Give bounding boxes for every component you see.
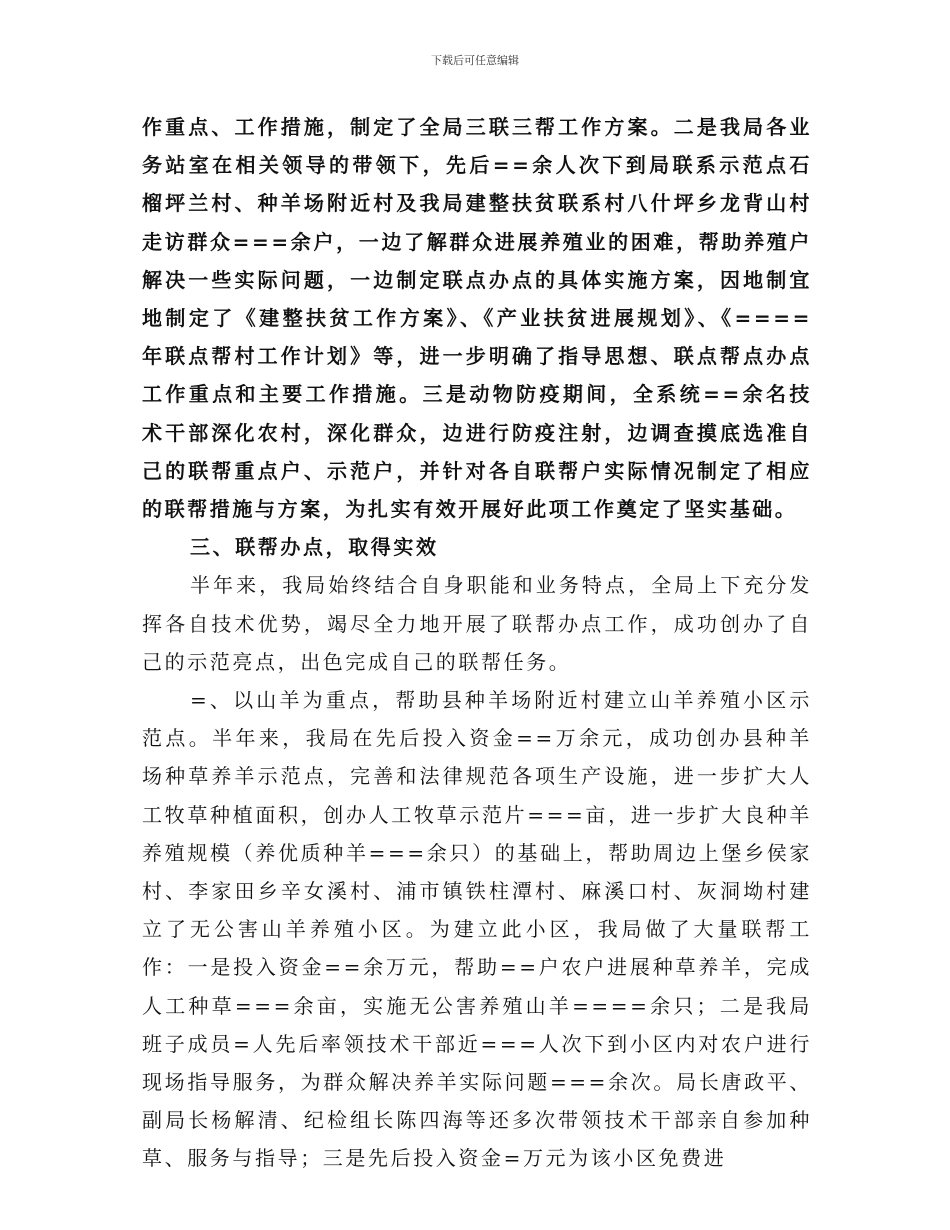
paragraph-work-measures: 作重点、工作措施，制定了全局三联三帮工作方案。二是我局各业务站室在相关领导的带领下，先后==余人次下到局联系示范点石榴坪兰村、种羊场附近村及我局建整扶贫联系村八什坪乡龙背山村走访群众===余户，一边了解群众进展养殖业的困难，帮助养殖户解决一些实际问题，一边制定联点办点的具体实施方案，因地制宜地制定了《建整扶贫工作方案》、《产业扶贫进展规划》、《====年联点帮村工作计划》等，进一步明确了指导思想、联点帮点办点工作重点和主要工作措施。三是动物防疫期间，全系统==余名技术干部深化农村，深化群众，边进行防疫注射，边调查摸底选准自己的联帮重点户、示范户，并针对各自联帮户实际情况制定了相应的联帮措施与方案，为扎实有效开展好此项工作奠定了坚实基础。 (142, 115, 812, 522)
paragraph-goat-demo: =、以山羊为重点，帮助县种羊场附近村建立山羊养殖小区示范点。半年来，我局在先后投入资金==万余元，成功创办县种羊场种草养羊示范点，完善和法律规范各项生产设施，进一步扩大人工牧草种植面积，创办人工牧草示范片===亩，进一步扩大良种羊养殖规模（养优质种羊===余只）的基础上，帮助周边上堡乡侯家村、李家田乡辛女溪村、浦市镇铁柱潭村、麻溪口村、灰洞坳村建立了无公害山羊养殖小区。为建立此小区，我局做了大量联帮工作：一是投入资金==余万元，帮助==户农户进展种草养羊，完成人工种草===余亩，实施无公害养殖山羊====余只；二是我局班子成员=人先后率领技术干部近===人次下到小区内对农户进行现场指导服务，为群众解决养羊实际问题===余次。局长唐政平、副局长杨解清、纪检组长陈四海等还多次带领技术干部亲自参加种草、服务与指导；三是先后投入资金=万元为该小区免费进 (142, 688, 812, 1171)
paragraph-intro: 半年来，我局始终结合自身职能和业务特点，全局上下充分发挥各自技术优势，竭尽全力地开展了联帮办点工作，成功创办了自己的示范亮点，出色完成自己的联帮任务。 (142, 573, 812, 674)
page-header: 下载后可任意编辑 (431, 54, 519, 67)
document-body (142, 108, 812, 1178)
section-heading: 三、联帮办点，取得实效 (190, 535, 439, 560)
